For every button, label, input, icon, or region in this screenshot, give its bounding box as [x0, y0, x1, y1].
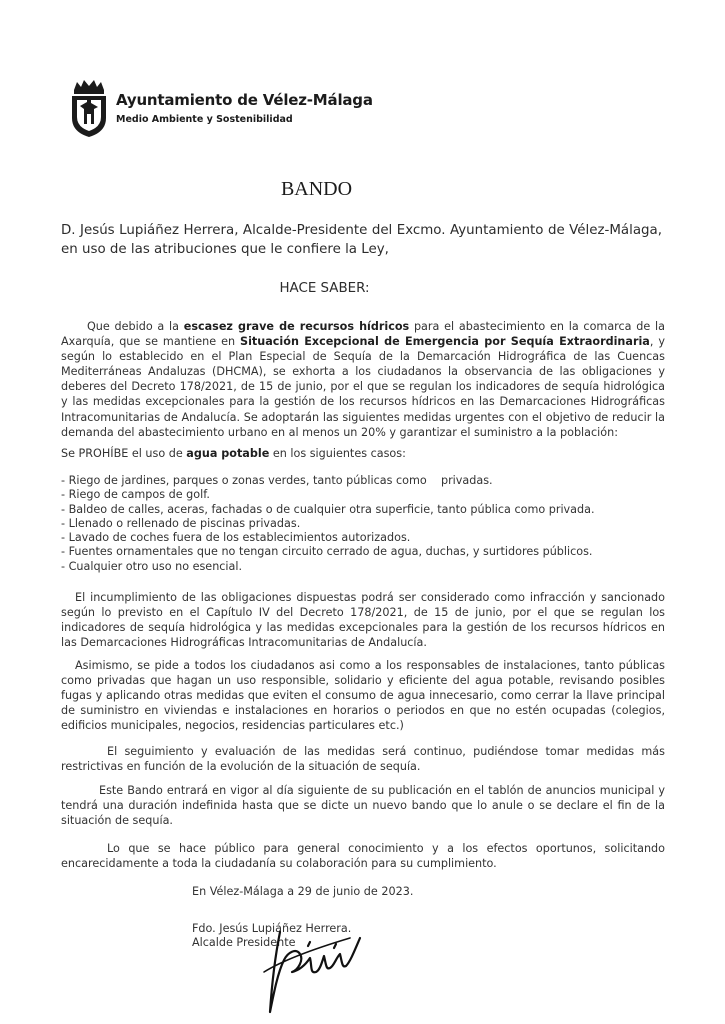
paragraph-monitoring-text: El seguimiento y evaluación de las medidas será continuo, pudiéndose tomar medidas más restrictivas en función de la evolución de la situación de sequía.	[61, 745, 665, 774]
paragraph-monitoring	[61, 744, 665, 774]
list-item: - Cualquier otro uso no esencial.	[61, 559, 243, 573]
signer-name: Fdo. Jesús Lupiáñez Herrera.	[192, 922, 352, 935]
paragraph-request-text: Asimismo, se pide a todos los ciudadanos asi como a los responsables de instalaciones, tanto públicas como privadas que hagan un uso responsible, solidario y eficiente del agua potable, revisando posibles fugas y aplicando otras medidas que eviten el consumo de agua innecesario, como cerrar la llave principal de suministro en viviendas e instalaciones en horarios o periodos en que no estén ocupadas (colegios, edificios municipales, negocios, residencias particulares etc.)	[61, 659, 665, 733]
list-item: - Baldeo de calles, aceras, fachadas o de cualquier otra superficie, tanto pública como privada.	[61, 502, 595, 516]
list-item: - Lavado de coches fuera de los establecimientos autorizados.	[61, 531, 411, 545]
paragraph-sanctions-text: El incumplimiento de las obligaciones dispuestas podrá ser considerado como infracción y sancionado según lo previsto en el Capítulo IV del Decreto 178/2021, de 15 de junio, por el que se regulan los indicadores de sequía hidrológica y las medidas excepcionales para la gestión de los recursos hídricos en las Demarcaciones Hidrográficas Intracomunitarias de Andalucía.	[61, 591, 665, 650]
paragraph-validity-text: Este Bando entrará en vigor al día siguiente de su publicación en el tablón de anuncios municipal y tendrá una duración indefinida hasta que se dicte un nuevo bando que lo anule o se declare el fin de la situación de sequía.	[61, 784, 665, 828]
paragraph-main-bold2: Situación Excepcional de Emergencia por Sequía Extraordinaria	[240, 335, 650, 349]
signature-icon	[250, 912, 370, 1020]
date-line: En Vélez-Málaga a 29 de junio de 2023.	[192, 885, 414, 898]
hace-saber-heading: HACE SABER:	[279, 281, 370, 296]
paragraph-main-bold1: escasez grave de recursos hídricos	[183, 320, 410, 333]
list-item: - Riego de campos de golf.	[61, 488, 210, 502]
paragraph-closing	[61, 841, 665, 871]
document-title: BANDO	[280, 178, 353, 200]
list-item: - Fuentes ornamentales que no tengan circuito cerrado de agua, duchas, y surtidores públicos.	[61, 545, 593, 559]
paragraph-main-part2: para el abastecimiento en la comarca de la Axarquía, que se mantiene en	[61, 320, 665, 349]
paragraph-main-part3: , y según lo establecido en el Plan Especial de Sequía de la Demarcación Hidrográfica de las Cuencas Mediterráneas Andaluzas (DHCMA), se exhorta a los ciudadanos la observancia de las obligaciones y deberes del Decreto 178/2021, de 15 de junio, por el que se regulan los indicadores de sequía hidrológica y las medidas excepcionales para la gestión de los recursos hídricos en las Demarcaciones Hidrográficas Intracomunitarias de Andalucía. Se adoptarán las siguientes medidas urgentes con el objetivo de reducir la demanda del abastecimiento urbano en al menos un 20% y garantizar el suministro a la población:	[61, 335, 665, 439]
organization-name: Ayuntamiento de Vélez-Málaga	[116, 91, 373, 109]
paragraph-main-part1: Que debido a la	[87, 320, 184, 333]
organization-department: Medio Ambiente y Sostenibilidad	[116, 114, 293, 125]
paragraph-closing-text: Lo que se hace público para general conocimiento y a los efectos oportunos, solicitando encarecidamente a toda la ciudadanía su colaboración para su cumplimiento.	[61, 842, 665, 871]
list-item: - Llenado o rellenado de piscinas privadas.	[61, 516, 301, 530]
signer-role: Alcalde Presidente	[192, 936, 296, 949]
municipal-crest-icon	[68, 78, 110, 138]
prohibition-intro-part2: en los siguientes casos:	[269, 447, 406, 460]
paragraph-validity	[61, 783, 665, 828]
prohibition-intro-part1: Se PROHÍBE el uso de	[61, 447, 187, 460]
prohibition-list	[61, 474, 665, 574]
paragraph-request	[61, 658, 665, 733]
prohibition-intro	[61, 446, 665, 461]
prohibition-intro-bold: agua potable	[186, 447, 270, 460]
paragraph-main	[61, 319, 665, 440]
intro-paragraph: D. Jesús Lupiáñez Herrera, Alcalde-Presidente del Excmo. Ayuntamiento de Vélez-Málaga, en uso de las atribuciones que le confiere la Ley,	[61, 223, 662, 257]
list-item: - Riego de jardines, parques o zonas verdes, tanto públicas como privadas.	[61, 474, 493, 487]
paragraph-sanctions	[61, 590, 665, 650]
